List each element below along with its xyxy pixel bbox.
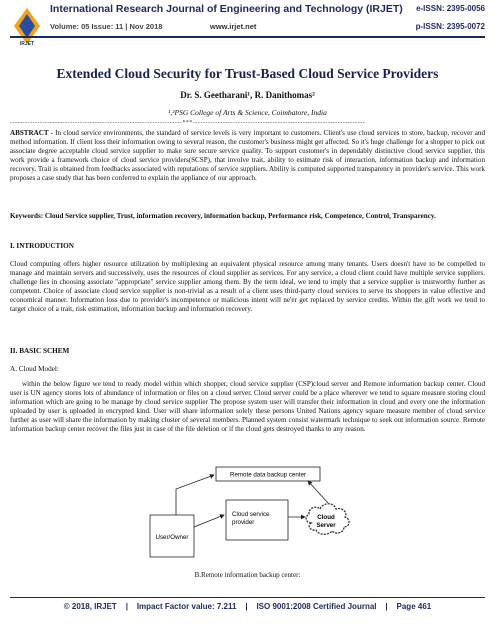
section-introduction-heading: I. INTRODUCTION — [10, 242, 74, 250]
cloud-provider-label-1: Cloud service — [232, 511, 270, 518]
keywords: Keywords: Cloud Service supplier, Trust, information recovery, information backup, Performance risk, Competence, Control, Transparency. — [10, 212, 436, 220]
section-introduction-body: Cloud computing offers higher resource utilization by multiplexing an equivalent physical resource among many tenants. Users doesn't have to be compelled to manage and maintain servers and successively, uses the resources of cloud supplier as services. For any service, a cloud client could have multiple service suppliers. challenge lies in choosing associate "appropriate" service supplier among them. By the term ideal, we tend to imply that a service supplier is trustworthy further as competent. Choice of associate cloud service supplier is non-trivial as a result of a client uses third-party cloud services to serve its shoppers in value effective and economical manner. Information loss due to provider's incompetence or malicious intent will ne'er get replaced by service credits. Within the gift work we tend to target choice of a trait, risk estimation, information backup and information recovery. — [10, 260, 485, 314]
arrow-user-to-provider — [194, 515, 224, 527]
journal-title: International Research Journal of Engineering and Technology (IRJET) — [50, 3, 403, 15]
header-divider — [10, 36, 485, 38]
subsection-cloud-model: A. Cloud Model: — [10, 365, 59, 373]
journal-volume: Volume: 05 Issue: 11 | Nov 2018 — [50, 22, 163, 31]
arrow-user-to-backup — [176, 475, 214, 515]
figure-caption: B.Remote information backup center: — [194, 571, 301, 579]
cloud-model-figure — [148, 465, 358, 575]
paper-affiliation: ¹,²PSG College of Arts & Science, Coimbatore, India — [168, 108, 327, 117]
journal-header — [0, 0, 495, 52]
eissn: e-ISSN: 2395-0056 — [416, 4, 485, 13]
logo-text: IRJET — [19, 41, 35, 46]
cloud-server-label-2: Server — [316, 522, 336, 529]
section-basic-schem-body: within the below figure we tend to ready model within which shopper, cloud service supplier (CSP)cloud server and Remote information backup center. Cloud user is UN agency stores lots of abundance of information or files on a cloud server. Cloud server could be a place wherever we tend to square measure storing cloud information which are going to be manage by cloud service supplier The propose system user will transfer their information in cloud and every one the information uploaded by user is uploaded in encrypted kind. User will share information solely these persons United Nations agency square measure member of cloud service further as user will share the information by making cluster of several members. Planned system consist watermark technique to seek out information source. Remote information backup center recover the files just in case of the file deletion or if the cloud gets destroyed thanks to any reason. — [10, 380, 485, 434]
page-footer: © 2018, IRJET | Impact Factor value: 7.211 | ISO 9001:2008 Certified Journal | Page 461 — [63, 602, 432, 611]
abstract — [10, 129, 485, 184]
paper-title: Extended Cloud Security for Trust-Based Cloud Service Providers — [56, 66, 439, 81]
separator-line: ---------------------------------------------------------------------***--------------------------------------------------------------------- — [10, 120, 366, 126]
section-basic-schem-heading: II. BASIC SCHEM — [10, 347, 70, 355]
footer-divider — [10, 597, 485, 598]
paper-authors: Dr. S. Geetharani¹, R. Danithomas² — [180, 90, 315, 100]
abstract-text: In cloud service environments, the standard of service levels is very important to customers. Client's use cloud services to store, backup, recover and method information. If client loss their information owing to several reason, the customer's business might get affected. So it's huge challenge for a shopper to pick out associate degree acceptable cloud service supplier to make sure secure service quality. To support customer's in dependably distinctive cloud service supplier, this work provide a framework choice of cloud service providers(SCSP), that involve trait, ability to estimate risk of interaction, information backup and information recovery. Trait is obtained from feedbacks associated with reputations of service suppliers. Ability is computed supported transparency in provider's service. This work proposes a case study that has been conferred to explain the appliance of our approach. — [10, 129, 485, 183]
irjet-logo — [10, 6, 44, 46]
journal-website[interactable]: www.irjet.net — [210, 22, 257, 31]
user-owner-label: User/Owner — [155, 534, 189, 541]
cloud-provider-label-2: provider — [232, 519, 255, 526]
arrow-server-to-backup — [308, 481, 328, 503]
pissn: p-ISSN: 2395-0072 — [415, 22, 485, 31]
abstract-label: ABSTRACT - — [10, 129, 54, 137]
cloud-server-label-1: Cloud — [317, 514, 335, 521]
backup-center-label: Remote data backup center — [229, 471, 307, 479]
